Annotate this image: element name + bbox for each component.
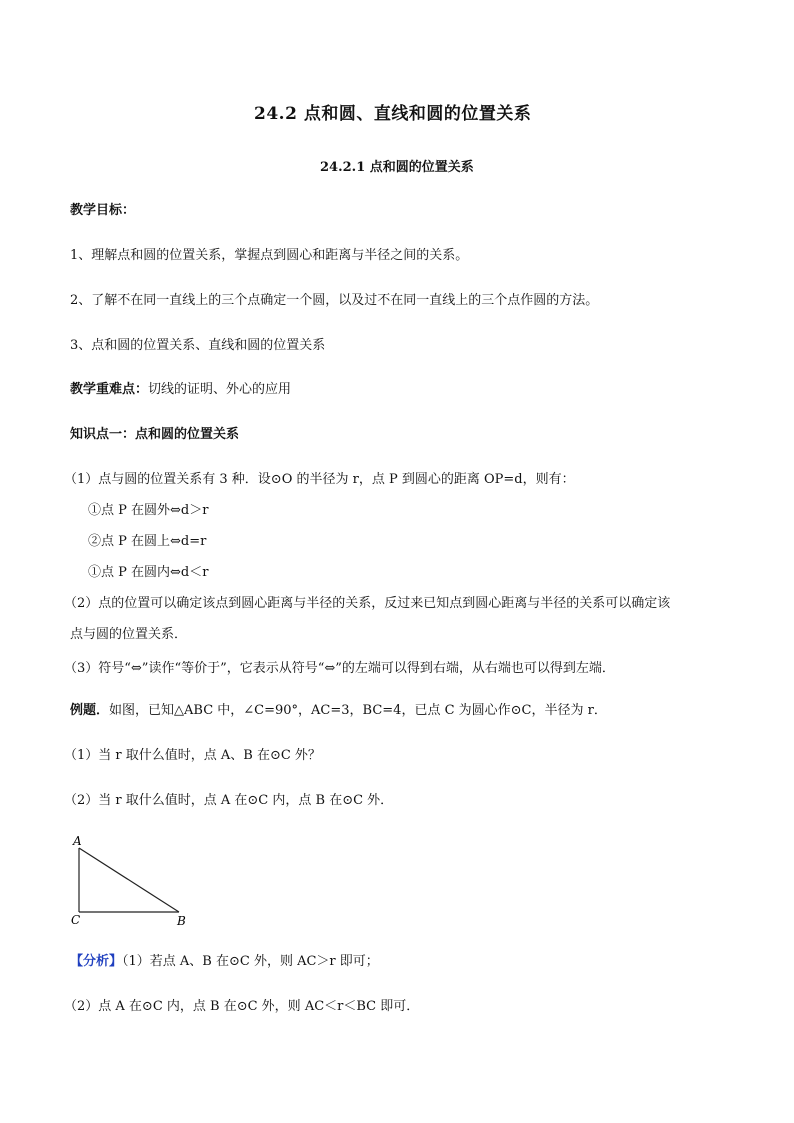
- section-subtitle: 24.2.1 点和圆的位置关系: [320, 160, 474, 175]
- example-text: 如图，已知△ABC 中，∠C=90°，AC=3，BC=4，已点 C 为圆心作⊙C，半径为 r．: [109, 703, 607, 718]
- example-label: 例题．: [70, 703, 110, 718]
- vertex-label-a: A: [73, 834, 82, 848]
- analysis-line-2: （2）点 A 在⊙C 内，点 B 在⊙C 外，则 AC＜r＜BC 即可．: [64, 999, 420, 1014]
- analysis-text-1: （1）若点 A、B 在⊙C 外，则 AC＞r 即可；: [122, 954, 379, 969]
- objective-item-2: 2、了解不在同一直线上的三个点确定一个圆，以及过不在同一直线上的三个点作圆的方法。: [70, 293, 599, 308]
- example-line: [70, 703, 607, 719]
- example-question-2: （2）当 r 取什么值时，点 A 在⊙C 内，点 B 在⊙C 外．: [64, 793, 394, 808]
- knowledge-case-1: ①点 P 在圆外⇔d＞r: [88, 503, 209, 518]
- side-ab: [79, 848, 179, 912]
- objectives-heading: 教学目标：: [70, 203, 136, 218]
- objective-item-1: 1、理解点和圆的位置关系，掌握点到圆心和距离与半径之间的关系。: [70, 248, 469, 263]
- knowledge-p3: （3）符号“⇔”读作“等价于”，它表示从符号“⇔”的左端可以得到右端，从右端也可以得到左端．: [64, 661, 615, 676]
- key-points-line: [70, 382, 291, 398]
- knowledge-p1: （1）点与圆的位置关系有 3 种．设⊙O 的半径为 r，点 P 到圆心的距离 OP=d，则有：: [64, 472, 575, 487]
- page-title: 24.2 点和圆、直线和圆的位置关系: [254, 104, 532, 124]
- objective-item-3: 3、点和圆的位置关系、直线和圆的位置关系: [70, 338, 326, 353]
- knowledge-case-2: ②点 P 在圆上⇔d=r: [88, 534, 207, 549]
- knowledge-p2-line2: 点与圆的位置关系．: [70, 627, 188, 642]
- knowledge-heading: 知识点一：点和圆的位置关系: [70, 427, 240, 442]
- vertex-label-b: B: [177, 914, 186, 928]
- knowledge-p2-line1: （2）点的位置可以确定该点到圆心距离与半径的关系，反过来已知点到圆心距离与半径的关系可以确定该: [64, 596, 671, 611]
- analysis-label: 【分析】: [70, 954, 123, 969]
- knowledge-case-3: ①点 P 在圆内⇔d＜r: [88, 565, 209, 580]
- key-points-label: 教学重难点：: [70, 382, 149, 397]
- key-points-text: 切线的证明、外心的应用: [148, 382, 292, 397]
- example-question-1: （1）当 r 取什么值时，点 A、B 在⊙C 外？: [64, 748, 321, 763]
- vertex-label-c: C: [71, 913, 81, 927]
- right-triangle-figure: [66, 832, 196, 928]
- analysis-line-1: [70, 954, 379, 970]
